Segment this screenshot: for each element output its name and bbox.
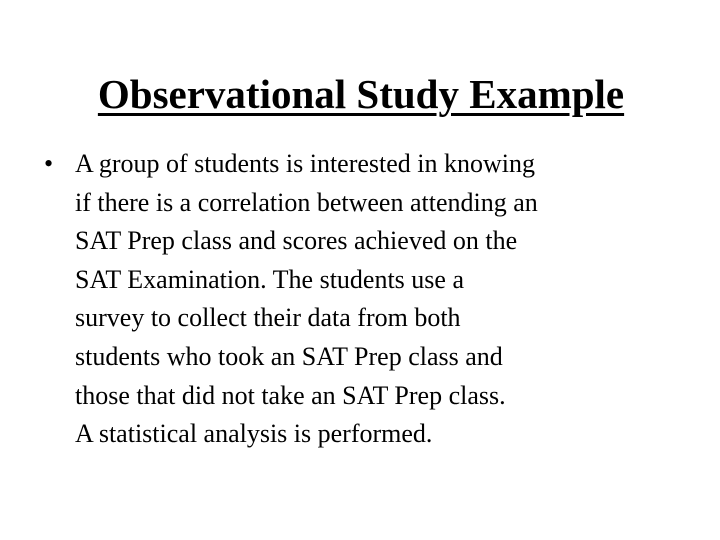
bullet-text-line-8: A statistical analysis is performed. [75,419,433,449]
bullet-text-line-4: SAT Examination. The students use a [75,264,464,294]
bullet-text-line-6: students who took an SAT Prep class and [75,341,503,371]
slide-title: Observational Study Example [97,71,625,117]
bullet-text-line-2: if there is a correlation between attending an [75,187,538,217]
bullet-text-line-3: SAT Prep class and scores achieved on the [75,226,518,256]
bullet-text [75,145,675,454]
bullet-icon: • [44,149,54,178]
bullet-text-line-5: survey to collect their data from both [75,303,461,333]
bullet-text-line-1: A group of students is interested in knowing [75,149,536,178]
bullet-text-line-7: those that did not take an SAT Prep class. [75,380,506,410]
